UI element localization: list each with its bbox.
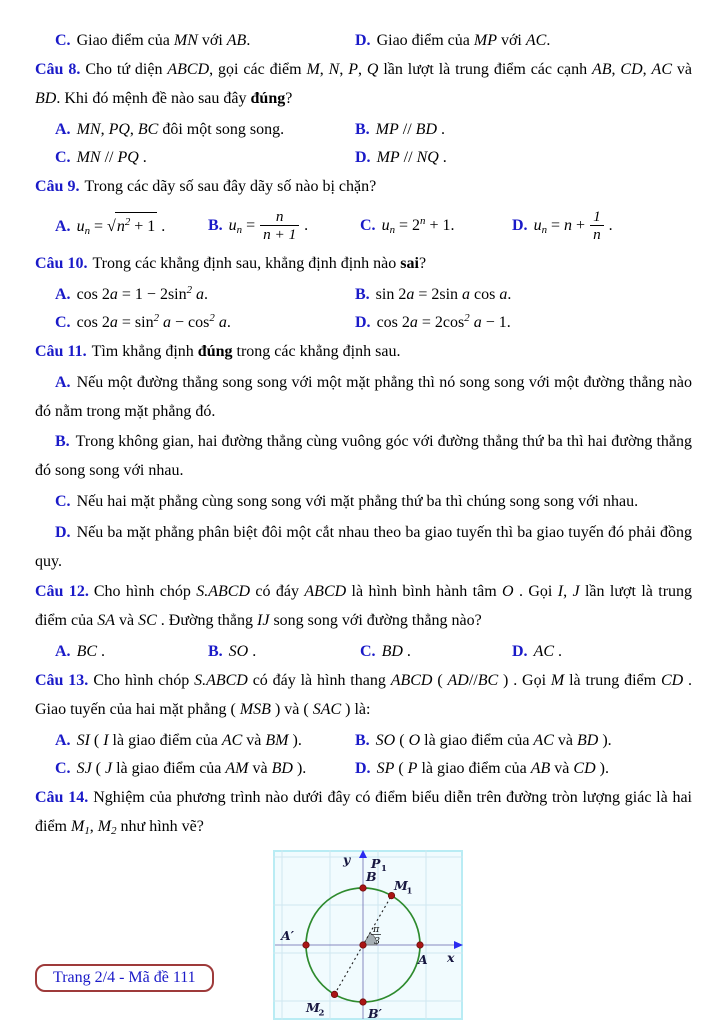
math-text: I xyxy=(103,731,109,749)
math-text: P xyxy=(407,760,418,777)
q8-option-d xyxy=(355,144,692,171)
q9-option-a xyxy=(55,212,208,240)
math-text: N xyxy=(328,61,340,79)
subscript: n xyxy=(389,224,395,237)
superscript: 2 xyxy=(209,311,215,324)
q9-option-b xyxy=(208,208,360,244)
option-label: C. xyxy=(55,148,71,166)
q12-option-b xyxy=(208,638,360,665)
point-A xyxy=(417,942,423,948)
option-text: Giao điểm của MN với AB. xyxy=(76,32,251,49)
math-text: O xyxy=(502,583,514,601)
option-text: Giao điểm của MP với AC. xyxy=(376,32,551,49)
m1-label: M xyxy=(394,877,408,893)
q10-option-c xyxy=(55,309,355,336)
option-label: D. xyxy=(355,148,371,166)
math-text: a xyxy=(163,313,172,331)
option-label: C. xyxy=(55,760,71,777)
math-text: M xyxy=(550,672,565,690)
option-formula: $\cos 2a = 2\cos^2$ a − 1. xyxy=(376,311,511,331)
math-text: MN xyxy=(173,32,198,49)
question-number: Câu 12. xyxy=(35,583,89,601)
math-text: O xyxy=(408,731,421,749)
math-text: BM xyxy=(265,731,289,749)
math-text: CD xyxy=(660,672,684,690)
q10-option-a xyxy=(55,281,355,308)
question-number: Câu 11. xyxy=(35,343,87,361)
q12-option-c xyxy=(360,638,512,665)
q9-option-c xyxy=(360,212,512,239)
q8-option-c xyxy=(55,144,355,171)
option-label: A. xyxy=(55,643,71,661)
math-text: SO xyxy=(375,731,396,749)
math-text: J xyxy=(105,760,113,777)
math-text: SA xyxy=(97,612,115,630)
math-text: u xyxy=(228,216,237,234)
option-text: Trong không gian, hai đường thẳng cùng vuông góc với đường thẳng thứ ba thì hai đường thẳng đó song song với nhau. xyxy=(35,433,692,480)
option-label: D. xyxy=(512,643,528,661)
math-text: MN xyxy=(76,120,101,138)
question-text: Trong các dãy số sau đây dãy số nào bị chặn? xyxy=(84,178,377,196)
option-label: A. xyxy=(55,373,71,391)
math-text: a xyxy=(196,285,205,303)
option-label: C. xyxy=(55,313,71,331)
superscript: 2 xyxy=(186,283,193,296)
option-label: B. xyxy=(55,433,70,451)
q11-option-c xyxy=(35,488,692,517)
math-text: SI xyxy=(76,731,90,749)
option-formula: $\cos 2a = 1 - 2\sin^2$ a. xyxy=(76,283,209,303)
option-text: MN // PQ . xyxy=(76,148,147,166)
a-prime-label: A′ xyxy=(281,927,294,943)
math-text: PQ xyxy=(117,148,139,166)
option-formula: $u_n = √n^2 + 1$ . xyxy=(77,218,166,235)
q7-option-d xyxy=(355,27,692,54)
math-text: PQ xyxy=(108,120,130,138)
q10-options-ab xyxy=(35,281,692,308)
q8-option-a xyxy=(55,116,355,143)
math-text: I xyxy=(557,583,564,601)
point-O xyxy=(360,942,366,948)
option-text: BC . xyxy=(76,643,106,661)
math-text: M xyxy=(97,817,112,835)
point-B-prime xyxy=(360,999,366,1005)
q7-options-cd xyxy=(35,27,692,54)
bold-text: sai xyxy=(400,254,419,272)
superscript: n xyxy=(420,215,426,228)
math-text: AC xyxy=(533,643,555,661)
q12-option-a xyxy=(55,638,208,665)
fraction: $\frac{1}{n}$ xyxy=(590,208,604,244)
option-label: C. xyxy=(360,217,376,235)
option-text: SO ( O là giao điểm của AC và BD ). xyxy=(375,731,612,749)
q10-option-b xyxy=(355,281,692,308)
option-label: B. xyxy=(208,216,223,234)
q10-stem xyxy=(35,250,692,279)
q8-options-ab xyxy=(35,116,692,143)
option-text: MP // NQ . xyxy=(376,148,447,166)
math-text: BD xyxy=(576,731,599,749)
math-text: BD xyxy=(415,120,437,138)
option-label: D. xyxy=(355,313,371,331)
option-text: Nếu ba mặt phẳng phân biệt đôi một cắt nhau theo ba giao tuyến thì ba giao tuyến đó phải đồng quy. xyxy=(35,523,692,570)
math-text: MP xyxy=(376,148,400,166)
math-text: n xyxy=(116,217,125,235)
subscript: n xyxy=(541,223,547,236)
point-M2 xyxy=(331,991,337,997)
superscript: 2 xyxy=(464,311,470,324)
q9-option-d xyxy=(512,208,692,244)
q12-stem xyxy=(35,578,692,636)
option-label: B. xyxy=(355,120,370,138)
p1-subscript: 1 xyxy=(381,863,387,874)
x-axis-label: x xyxy=(447,949,455,965)
math-text: AC xyxy=(651,61,672,79)
q11-stem xyxy=(35,338,692,367)
question-number: Câu 13. xyxy=(35,672,89,690)
math-text: u xyxy=(381,217,390,235)
q12-options xyxy=(35,638,692,665)
math-text: ABCD xyxy=(390,672,433,690)
a-label: A xyxy=(418,951,428,967)
subscript: 2 xyxy=(111,824,117,837)
question-text: Cho hình chóp S.ABCD có đáy là hình thang ABCD ( AD//BC ) . Gọi M là trung điểm CD . Giao tuyến của hai mặt phẳng ( MSB ) và ( SAC ) là: xyxy=(35,672,693,719)
bold-text: đúng xyxy=(197,343,233,361)
math-text: IJ xyxy=(257,612,270,630)
math-text: a xyxy=(109,285,118,303)
q13-options-ab xyxy=(35,727,692,754)
math-text: M xyxy=(306,61,320,79)
math-text: CD xyxy=(573,760,596,777)
question-number: Câu 9. xyxy=(35,178,80,196)
option-text: BD . xyxy=(381,643,411,661)
point-B xyxy=(360,885,366,891)
math-text: n xyxy=(564,216,573,234)
option-label: D. xyxy=(355,32,371,49)
math-text: AB xyxy=(226,32,247,49)
option-text: SI ( I là giao điểm của AC và BM ). xyxy=(76,731,302,749)
q13-option-b xyxy=(355,727,692,754)
option-text: SP ( P là giao điểm của AB và CD ). xyxy=(376,760,609,777)
footer-text: Trang 2/4 - Mã đề 111 xyxy=(53,969,196,986)
m2-subscript: 2 xyxy=(318,1008,325,1019)
math-text: AB xyxy=(530,760,551,777)
unit-circle-figure xyxy=(272,850,464,1020)
y-axis-label: y xyxy=(343,851,351,867)
math-text: a xyxy=(462,285,471,303)
math-text: AC xyxy=(533,731,554,749)
option-text: AC . xyxy=(533,643,563,661)
math-text: AC xyxy=(525,32,547,49)
math-text: M xyxy=(71,817,85,835)
q13-option-d xyxy=(355,755,692,782)
q13-options-cd xyxy=(35,755,692,782)
option-label: D. xyxy=(55,523,71,541)
math-text: a xyxy=(109,313,118,331)
math-text: SC xyxy=(138,612,157,630)
option-label: D. xyxy=(355,760,371,777)
math-text: a xyxy=(473,313,482,331)
question-text: Cho tứ diện ABCD, gọi các điểm M, N, P, Q lần lượt là trung điểm các cạnh AB, CD, AC và BD. Khi đó mệnh đề nào sau đây đúng? xyxy=(35,61,692,107)
question-text: Tìm khẳng định đúng trong các khẳng định sau. xyxy=(91,343,401,361)
q14-figure xyxy=(272,850,464,1020)
q8-options-cd xyxy=(35,144,692,171)
option-formula: $\cos 2a = \sin^2 a - \cos^2 a$. xyxy=(76,311,231,331)
question-text: Nghiệm của phương trình nào dưới đây có điểm biểu diễn trên đường tròn lượng giác là hai điểm $M_1$, $M_2$ như hình vẽ? xyxy=(35,789,693,837)
q9-stem xyxy=(35,173,692,202)
q13-stem xyxy=(35,667,692,725)
math-text: BC xyxy=(76,643,98,661)
superscript: 2 xyxy=(124,215,131,228)
math-text: BD xyxy=(271,760,293,777)
math-text: a xyxy=(406,285,415,303)
superscript: 2 xyxy=(153,311,160,324)
q10-options-cd xyxy=(35,309,692,336)
q8-option-b xyxy=(355,116,692,143)
subscript: 1 xyxy=(84,824,90,837)
option-text: SO . xyxy=(228,643,257,661)
question-number: Câu 8. xyxy=(35,61,81,79)
option-label: C. xyxy=(55,493,71,511)
question-number: Câu 10. xyxy=(35,254,88,272)
angle-numerator: π xyxy=(373,923,380,935)
math-text: u xyxy=(533,216,542,234)
math-text: S.ABCD xyxy=(196,583,251,601)
option-label: A. xyxy=(55,120,71,138)
math-text: AC xyxy=(221,731,243,749)
math-text: BD xyxy=(381,643,403,661)
option-label: D. xyxy=(512,216,528,234)
point-M1 xyxy=(388,892,394,898)
math-text: SP xyxy=(376,760,395,777)
fraction: $\frac{n}{n + 1}$ xyxy=(260,208,299,244)
math-text: BD xyxy=(35,89,57,107)
option-formula: $u_n$ = $\frac{n}{n + 1}$ . xyxy=(228,207,309,244)
q14-stem xyxy=(35,784,692,842)
math-text: NQ xyxy=(416,148,439,166)
math-text: AM xyxy=(225,760,249,777)
question-text: Cho hình chóp S.ABCD có đáy ABCD là hình bình hành tâm O . Gọi I, J lần lượt là trung điểm của SA và SC . Đường thẳng IJ song song với đường thẳng nào? xyxy=(35,583,693,630)
subscript: n xyxy=(236,223,243,236)
option-formula: $u_n = 2^n + 1$. xyxy=(381,215,455,237)
q9-options xyxy=(35,208,692,244)
option-formula: $u_n = n$ + $\frac{1}{n}$ . xyxy=(533,207,613,244)
page-footer-badge xyxy=(35,964,214,992)
question-text: Trong các khẳng định sau, khẳng định định nào sai? xyxy=(92,254,427,272)
math-text: MP xyxy=(375,120,399,138)
math-text: a xyxy=(218,313,227,331)
question-number: Câu 14. xyxy=(35,789,89,807)
math-text: BC xyxy=(137,120,159,138)
math-text: P xyxy=(348,61,359,79)
q7-option-c xyxy=(55,27,355,54)
option-text: Nếu hai mặt phẳng cùng song song với mặt phẳng thứ ba thì chúng song song với nhau. xyxy=(76,493,639,511)
math-text: MP xyxy=(473,32,497,49)
option-label: C. xyxy=(55,32,71,49)
option-text: SJ ( J là giao điểm của AM và BD ). xyxy=(76,760,307,777)
math-text: Q xyxy=(366,61,379,79)
math-text: a xyxy=(499,285,508,303)
math-text: CD xyxy=(620,61,643,79)
math-text: a xyxy=(409,313,418,331)
math-text: ABCD xyxy=(304,583,347,601)
math-text: SO xyxy=(228,643,249,661)
option-formula: sin 2a = 2sin a cos a. xyxy=(375,285,512,303)
subscript: n xyxy=(84,224,90,237)
m2-label: M xyxy=(306,999,320,1015)
math-text: AD xyxy=(447,672,469,690)
sqrt-radicand: $n^2 + 1$ xyxy=(115,212,157,240)
q11-option-b xyxy=(35,428,692,486)
math-text: SJ xyxy=(76,760,92,777)
q13-option-a xyxy=(55,727,355,754)
bold-text: đúng xyxy=(250,89,286,107)
q13-option-c xyxy=(55,755,355,782)
b-prime-label: B′ xyxy=(368,1005,382,1020)
option-label: A. xyxy=(55,285,71,303)
q10-option-d xyxy=(355,309,692,336)
math-text: BC xyxy=(477,672,499,690)
q11-option-d xyxy=(35,519,692,577)
sqrt-expression: $√n^2 + 1$ xyxy=(107,218,157,235)
q8-stem xyxy=(35,56,692,114)
option-label: C. xyxy=(360,643,376,661)
math-text: SAC xyxy=(312,701,342,719)
option-label: A. xyxy=(55,217,71,235)
option-label: B. xyxy=(208,643,223,661)
option-label: A. xyxy=(55,731,71,749)
b-label: B xyxy=(366,868,377,884)
option-text: MN, PQ, BC đôi một song song. xyxy=(76,120,285,138)
math-text: MN xyxy=(76,148,101,166)
math-text: AB xyxy=(591,61,612,79)
math-text: J xyxy=(572,583,580,601)
math-text: ABCD xyxy=(167,61,210,79)
q12-option-d xyxy=(512,638,692,665)
q11-option-a xyxy=(35,369,692,427)
option-label: B. xyxy=(355,285,370,303)
option-text: Nếu một đường thẳng song song với một mặt phẳng thì nó song song với một đường thẳng nào đó nằm trong mặt phẳng đó. xyxy=(35,373,692,420)
angle-denominator: 3 xyxy=(374,935,381,947)
option-text: MP // BD . xyxy=(375,120,445,138)
math-text: S.ABCD xyxy=(194,672,248,690)
point-A-prime xyxy=(303,942,309,948)
math-text: u xyxy=(76,217,85,235)
option-label: B. xyxy=(355,731,370,749)
p1-label: P xyxy=(371,855,381,871)
math-text: MSB xyxy=(239,701,271,719)
m1-subscript: 1 xyxy=(406,886,413,897)
